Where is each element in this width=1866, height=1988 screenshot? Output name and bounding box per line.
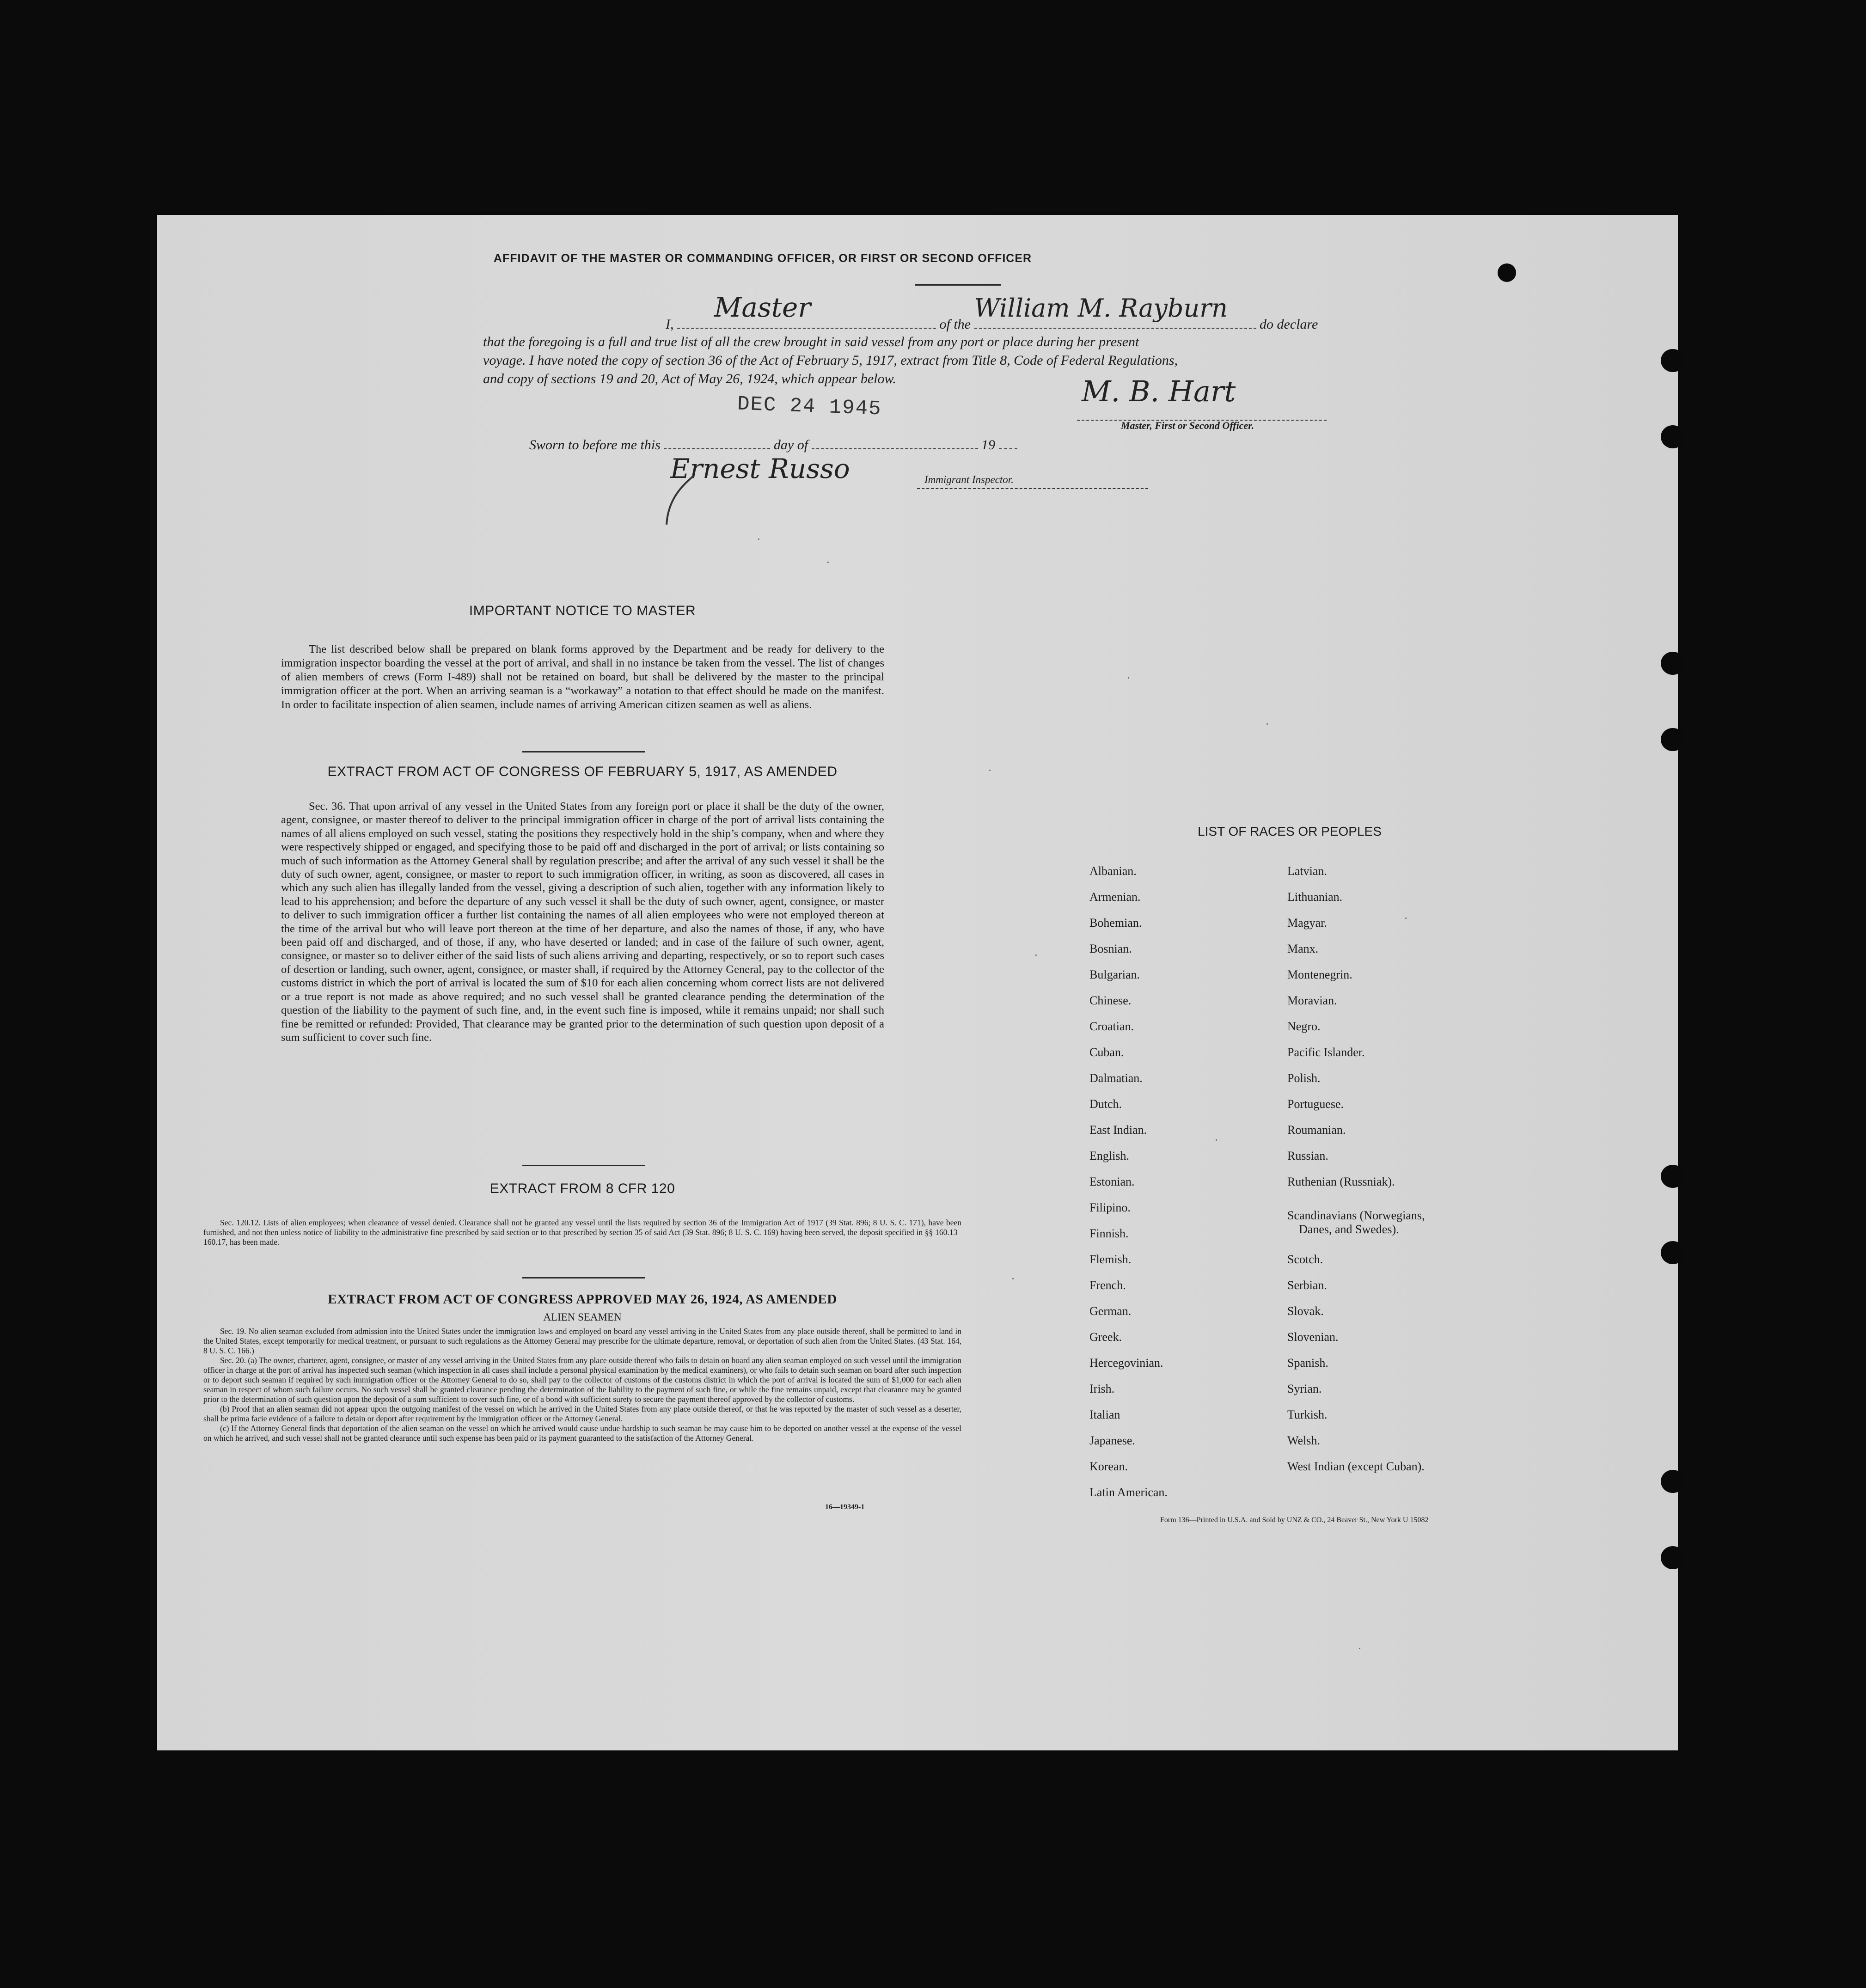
races-title: LIST OF RACES OR PEOPLES [1198,824,1382,838]
vessel-field [974,294,1256,329]
extract-1917-title: EXTRACT FROM ACT OF CONGRESS OF FEBRUARY 5, 1917, AS AMENDED [327,764,838,779]
affidavit-line-3: voyage. I have noted the copy of section 36 of the Act of February 5, 1917, extract from Title 8, Code of Federal Regulations, [483,353,1178,368]
race-right-item: Russian. [1287,1149,1328,1162]
extract-cfr-title: EXTRACT FROM 8 CFR 120 [489,1181,675,1196]
sworn-line [529,434,1017,453]
race-left-item: Estonian. [1089,1175,1135,1188]
affidavit-title: AFFIDAVIT OF THE MASTER OR COMMANDING OFFICER, OR FIRST OR SECOND OFFICER [493,252,1032,265]
race-right-item: Slovak. [1287,1304,1324,1318]
race-right-item: Polish. [1287,1071,1321,1085]
race-right-item: Danes, and Swedes). [1299,1223,1399,1236]
vessel-handwriting: William M. Rayburn [974,294,1228,323]
extract-1924-body [203,1327,961,1443]
sec-20a-text: Sec. 20. (a) The owner, charterer, agent, consignee, or master of any vessel arriving in the United States from any place outside thereof who fails to detain on board any alien seaman employed on such vessel until the immigration officer in charge at the port of arrival has inspected such seaman (which inspection in all cases shall include a personal physical examination by the medical examiners), or who fails to detain such seaman on board after such inspection or to deport such seaman if required by such immigration officer or the Attorney General to do so, shall pay to the collector of customs of the customs district in which the port of arrival is located the sum of $1,000 for each alien seaman in respect of whom such failure occurs. No such vessel shall be granted clearance pending the determination of the liability to the payment of such fine, or while the fine remains unpaid, except that clearance may be granted prior to the determination of such question upon the deposit of a sum sufficient to cover such fine, or of a bond with sufficient surety to secure the payment thereof approved by the collector of customs. [203,1356,961,1404]
sworn-day-field [664,434,770,449]
notice-title: IMPORTANT NOTICE TO MASTER [469,603,696,618]
race-left-item: Flemish. [1089,1253,1132,1266]
sworn-year-field [999,434,1017,449]
race-right-item: Negro. [1287,1020,1321,1033]
race-right-item: Manx. [1287,942,1319,955]
race-right-item: Spanish. [1287,1356,1328,1370]
race-right-item: Scotch. [1287,1253,1323,1266]
race-right-item: Lithuanian. [1287,890,1343,904]
race-right-item: Ruthenian (Russniak). [1287,1175,1395,1188]
punch-hole [1661,1241,1685,1264]
punch-hole [1661,1165,1685,1188]
race-left-item: Latin American. [1089,1486,1168,1499]
race-right-item: Turkish. [1287,1408,1328,1421]
sworn-month-field [812,434,978,449]
divider [522,751,645,752]
affidavit-declare-label: do declare [1260,317,1318,332]
inspector-signature-line [917,487,1148,489]
race-right-item: Portuguese. [1287,1097,1344,1111]
extract-1917-text: Sec. 36. That upon arrival of any vessel in the United States from any foreign port or place it shall be the duty of the owner, agent, consignee, or master thereof to deliver to the principal immigration officer in charge of the port of arrival lists containing the names of all aliens employed on such vessel, stating the positions they respectively hold in the ship’s company, when and where they were respectively shipped or engaged, and specifying those to be paid off and discharged in the port of arrival; or lists containing so much of such information as the Attorney General shall by regulation prescribe; and after the arrival of any such vessel it shall be the duty of such owner, agent, consignee, or master to report to such immigration officer, in writing, as soon as discovered, all cases in which any such alien has illegally landed from the vessel, giving a description of such alien, together with any information likely to lead to his apprehension; and before the departure of any such vessel it shall be the duty of such owner, agent, consignee, or master to deliver to such immigration officer a further list containing the names of all alien employees who were not employed thereon at the time of the arrival but who will leave port thereon at the time of her departure, and also the names of those, if any, who have been paid off and discharged, and of those, if any, who have deserted or landed; and in case of the failure of such owner, agent, consignee, or master so to deliver either of the said lists of such aliens arriving and departing, respectively, or so to report such cases of desertion or landing, such owner, agent, consignee, or master shall, if required by the Attorney General, pay to the collector of the customs district in which the port of arrival is located the sum of $10 for each alien concerning whom correct lists are not delivered or a true report is not made as above required; and no such vessel shall be granted clearance pending the determination of the question of the liability to the payment of such fine, and, in the event such fine is imposed, while it remains unpaid; nor shall such fine be remitted or refunded: Provided, That clearance may be granted prior to the determination of such question upon deposit of a sum sufficient to cover such fine. [281,800,884,1044]
race-left-item: Filipino. [1089,1201,1131,1214]
race-right-item: Roumanian. [1287,1123,1346,1137]
inspector-caption: Immigrant Inspector. [924,474,1014,485]
race-right-item: Latvian. [1287,864,1327,878]
rank-handwriting: Master [714,292,811,323]
punch-hole [1661,652,1685,675]
punch-hole [1498,263,1516,282]
race-left-item: French. [1089,1278,1126,1292]
notice-text: The list described below shall be prepared on blank forms approved by the Department and be ready for delivery to the immigration inspector boarding the vessel at the port of arrival, and shall in no instance be taken from the vessel. The list of changes of alien members of crews (Form I-489) shall not be retained on board, but shall be delivered by the master to the principal immigration officer at the port. When an arriving seaman is a “workaway” a notation to that effect should be made on the manifest. In order to facilitate inspection of alien seamen, include names of arriving American citizen seamen as well as aliens. [281,643,884,711]
race-left-item: Hercegovinian. [1089,1356,1163,1370]
race-right-item: Moravian. [1287,994,1337,1007]
race-left-item: Japanese. [1089,1434,1135,1447]
race-right-item: Slovenian. [1287,1330,1339,1344]
race-left-item: Irish. [1089,1382,1115,1395]
race-right-item: West Indian (except Cuban). [1287,1460,1425,1473]
race-left-item: Armenian. [1089,890,1141,904]
sworn-label: Sworn to before me this [529,437,661,453]
officer-caption: Master, First or Second Officer. [1121,420,1254,431]
race-left-item: Chinese. [1089,994,1132,1007]
divider [522,1165,645,1166]
affidavit-of-the-label: of the [939,317,971,332]
sworn-year-label: 19 [981,437,996,453]
extract-1924-subtitle: ALIEN SEAMEN [543,1311,622,1323]
affidavit-line-4: and copy of sections 19 and 20, Act of May 26, 1924, which appear below. [483,371,896,386]
document-page [157,215,1678,1750]
affidavit-line-2: that the foregoing is a full and true list of all the crew brought in said vessel from any port or place during her present [483,334,1139,349]
punch-hole [1661,1546,1685,1569]
punch-hole [1661,425,1685,448]
affidavit-line-1 [532,292,1318,332]
extract-cfr-text: Sec. 120.12. Lists of alien employees; when clearance of vessel denied. Clearance shall not be granted any vessel until the lists required by section 36 of the Immigration Act of 1917 (39 Stat. 896; 8 U. S. C. 171), have been furnished, and not then unless notice of liability to the administrative fine prescribed by said section or to that prescribed by section 35 of said Act (39 Stat. 896; 8 U. S. C. 169) having been served, the deposit specified in §§ 160.13–160.17, has been made. [203,1218,961,1247]
punch-hole [1661,349,1685,372]
race-right-item: Welsh. [1287,1434,1320,1447]
race-left-item: Bosnian. [1089,942,1132,955]
punch-hole [1661,1470,1685,1493]
race-left-item: Dutch. [1089,1097,1122,1111]
race-right-item: Scandinavians (Norwegians, [1287,1209,1425,1222]
divider [522,1277,645,1278]
form-number: 16—19349-1 [825,1503,865,1511]
race-right-item: Serbian. [1287,1278,1327,1292]
race-left-item: Greek. [1089,1330,1122,1344]
inspector-signature: Ernest Russo [670,453,850,484]
affidavit-i-label: I, [666,317,674,332]
sec-19-text: Sec. 19. No alien seaman excluded from admission into the United States under the immigration laws and employed on board any vessel arriving in the United States from any place outside thereof, shall be permitted to land in the United States, except temporarily for medical treatment, or pursuant to such regulations as the Attorney General may prescribe for the ultimate departure, removal, or deportation of such alien from the United States. (43 Stat. 164, 8 U. S. C. 166.) [203,1327,961,1355]
race-left-item: English. [1089,1149,1129,1162]
extract-1924-title: EXTRACT FROM ACT OF CONGRESS APPROVED MAY 26, 1924, AS AMENDED [328,1292,837,1307]
race-left-item: Bohemian. [1089,916,1142,930]
divider [915,284,1001,286]
race-left-item: Croatian. [1089,1020,1134,1033]
signature-flourish [661,474,703,529]
race-right-item: Montenegrin. [1287,968,1352,981]
officer-signature: M. B. Hart [1082,374,1236,408]
race-right-item: Syrian. [1287,1382,1322,1395]
race-left-item: Cuban. [1089,1046,1124,1059]
race-left-item: German. [1089,1304,1132,1318]
races-footer: Form 136—Printed in U.S.A. and Sold by UNZ & CO., 24 Beaver St., New York U 15082 [1160,1516,1429,1524]
rank-field [677,292,936,329]
race-right-item: Pacific Islander. [1287,1046,1365,1059]
sec-20b-text: (b) Proof that an alien seaman did not appear upon the outgoing manifest of the vessel on which he arrived in the United States from any place outside thereof, or that he was reported by the master of such vessel as a deserter, shall be prima facie evidence of a failure to detain or deport after requirement by the immigration officer or the Attorney General. [203,1404,961,1423]
race-left-item: Italian [1089,1408,1120,1421]
sec-20c-text: (c) If the Attorney General finds that deportation of the alien seaman on the vessel on which he arrived would cause undue hardship to such seaman he may cause him to be deported on another vessel at the expense of the vessel on which he arrived, and such vessel shall not be granted clearance until such expense has been paid or its payment guaranteed to the satisfaction of the Attorney General. [203,1424,961,1443]
race-right-item: Magyar. [1287,916,1327,930]
race-left-item: Korean. [1089,1460,1128,1473]
punch-hole [1661,728,1685,751]
race-left-item: Bulgarian. [1089,968,1140,981]
sworn-day-label: day of [773,437,808,453]
race-left-item: Albanian. [1089,864,1137,878]
race-left-item: Finnish. [1089,1227,1129,1240]
race-left-item: East Indian. [1089,1123,1147,1137]
date-stamp: DEC 24 1945 [737,392,882,421]
race-left-item: Dalmatian. [1089,1071,1143,1085]
